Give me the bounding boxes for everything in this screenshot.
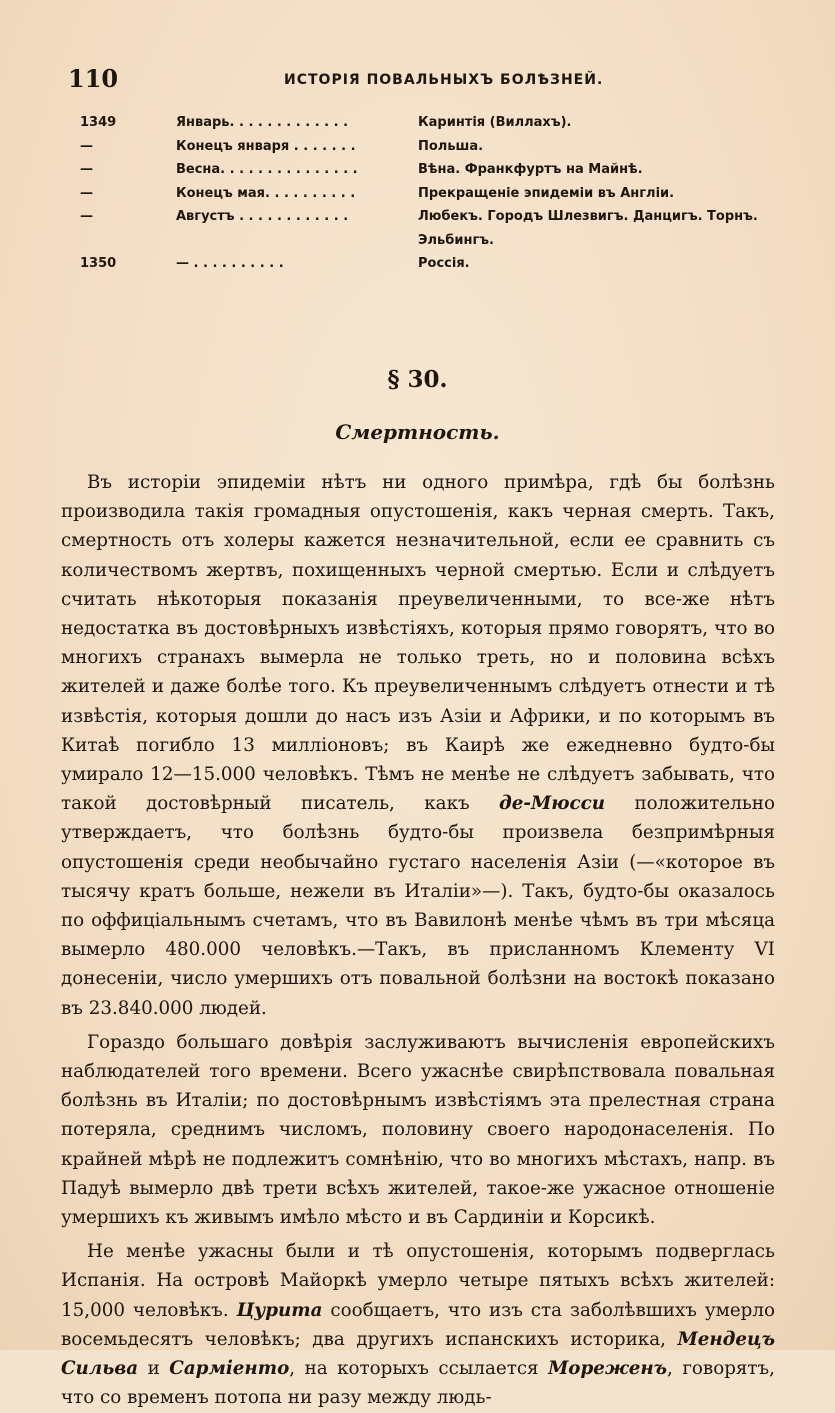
- text-run: Гораздо большаго довѣрія заслуживаютъ вычисленія европейскихъ наблюдателей того времени. Всего ужаснѣе свирѣпствовала повальная болѣзнь въ Италіи; по достовѣрнымъ извѣстіямъ эта прелестная страна потеряла, среднимъ числомъ, половину своего народонаселенія. По крайней мѣрѣ не подлежитъ сомнѣнію, что во многихъ мѣстахъ, напр. въ Падуѣ вымерло двѣ трети всѣхъ жителей, такое-же ужасное отношеніе умершихъ къ живымъ имѣло мѣсто и въ Сардиніи и Корсикѣ.: [61, 1031, 775, 1229]
- chronology-date: Августъ . . . . . . . . . . . .: [176, 209, 349, 224]
- italic-name: Мендецъ Сильва: [61, 1328, 775, 1380]
- text-run: , на которыхъ ссылается: [289, 1358, 549, 1380]
- body-text: [61, 468, 775, 1413]
- chronology-year: —: [80, 185, 93, 201]
- text-run: и: [138, 1358, 170, 1380]
- chronology-place: Польша.: [418, 138, 484, 154]
- chronology-row: [80, 139, 800, 163]
- text-run: Въ исторіи эпидеміи нѣтъ ни одного примѣра, гдѣ бы болѣзнь производила такія громадныя опустошенія, какъ черная смерть. Такъ, смертность отъ холеры кажется незначительной, если ее сравнить съ количествомъ жертвъ, похищенныхъ черной смертью. Если и слѣдуетъ считать нѣкоторыя показанія преувеличенными, то все-же нѣтъ недостатка въ достовѣрныхъ извѣстіяхъ, которыя прямо говорятъ, что во многихъ странахъ вымерла не только треть, но и половина всѣхъ жителей и даже болѣе того. Къ преувеличеннымъ слѣдуетъ отнести и тѣ извѣстія, которыя дошли до насъ изъ Азіи и Африки, и по которымъ въ Китаѣ погибло 13 милліоновъ; въ Каирѣ же ежедневно будто-бы умирало 12—15.000 человѣкъ. Тѣмъ не менѣе не слѣдуетъ забывать, что такой достовѣрный писатель, какъ: [61, 472, 775, 815]
- chronology-place: Вѣна. Франкфуртъ на Майнѣ.: [418, 162, 643, 177]
- chronology-year: 1349: [80, 115, 117, 130]
- chronology-date: Конецъ января . . . . . . .: [176, 138, 356, 154]
- italic-name: Цурита: [236, 1299, 323, 1321]
- chronology-row: [80, 209, 800, 233]
- chronology-date: Конецъ мая. . . . . . . . . .: [176, 185, 356, 201]
- italic-name: Мореженъ: [548, 1358, 668, 1380]
- text-run: Не менѣе ужасны были и тѣ опустошенія, которымъ подверглась Испанія. На островѣ Майоркѣ умерло четыре пятыхъ всѣхъ жителей: 15,000 человѣкъ.: [61, 1241, 775, 1321]
- chronology-row: [80, 115, 800, 139]
- text-run: положительно утверждаетъ, что болѣзнь будто-бы произвела безпримѣрныя опустошенія среди необычайно густаго населенія Азіи (—«которое въ тысячу кратъ больше, нежели въ Италіи»—). Такъ, будто-бы оказалось по оффиціальнымъ счетамъ, что въ Вавилонѣ менѣе чѣмъ въ три мѣсяца вымерло 480.000 человѣкъ.—Такъ, въ присланномъ Клементу VI донесеніи, число умершихъ отъ повальной болѣзни на востокѣ показано въ 23.840.000 людей.: [61, 793, 775, 1019]
- chronology-date: Январь. . . . . . . . . . . . .: [176, 115, 349, 130]
- chronology-row: [80, 256, 800, 280]
- running-title: ИСТОРІЯ ПОВАЛЬНЫХЪ БОЛѢЗНЕЙ.: [284, 72, 604, 88]
- chronology-year: —: [80, 162, 93, 177]
- chronology-table: [80, 115, 800, 280]
- chronology-year: —: [80, 209, 93, 224]
- chronology-place: Россія.: [418, 256, 470, 271]
- paragraph: [61, 1237, 775, 1412]
- chronology-date: Весна. . . . . . . . . . . . . . .: [176, 162, 358, 177]
- section-title: Смертность.: [335, 420, 500, 444]
- chronology-row: [80, 162, 800, 186]
- paragraph: [61, 468, 775, 1023]
- chronology-year: —: [80, 138, 93, 154]
- chronology-row: [80, 233, 800, 257]
- italic-name: де-Мюсси: [499, 793, 606, 815]
- paragraph: [61, 1028, 775, 1232]
- chronology-row: [80, 186, 800, 210]
- page-header: [68, 64, 775, 94]
- chronology-place: Эльбингъ.: [418, 232, 494, 248]
- page-number: 110: [68, 64, 119, 93]
- text-run: , говорятъ, что со временъ потопа ни разу между людь-: [61, 1358, 775, 1409]
- chronology-year: 1350: [80, 256, 117, 271]
- chronology-place: Любекъ. Городъ Шлезвигъ. Данцигъ. Торнъ.: [418, 209, 758, 224]
- italic-name: Сарміенто: [169, 1358, 290, 1380]
- section-number: § 30.: [387, 366, 448, 393]
- chronology-place: Каринтія (Виллахъ).: [418, 115, 572, 130]
- text-run: сообщаетъ, что изъ ста заболѣвшихъ умерло восемьдесятъ человѣкъ; два другихъ испанскихъ историка,: [61, 1299, 775, 1350]
- chronology-date: — . . . . . . . . . .: [176, 256, 284, 271]
- chronology-place: Прекращеніе эпидеміи въ Англіи.: [418, 185, 675, 201]
